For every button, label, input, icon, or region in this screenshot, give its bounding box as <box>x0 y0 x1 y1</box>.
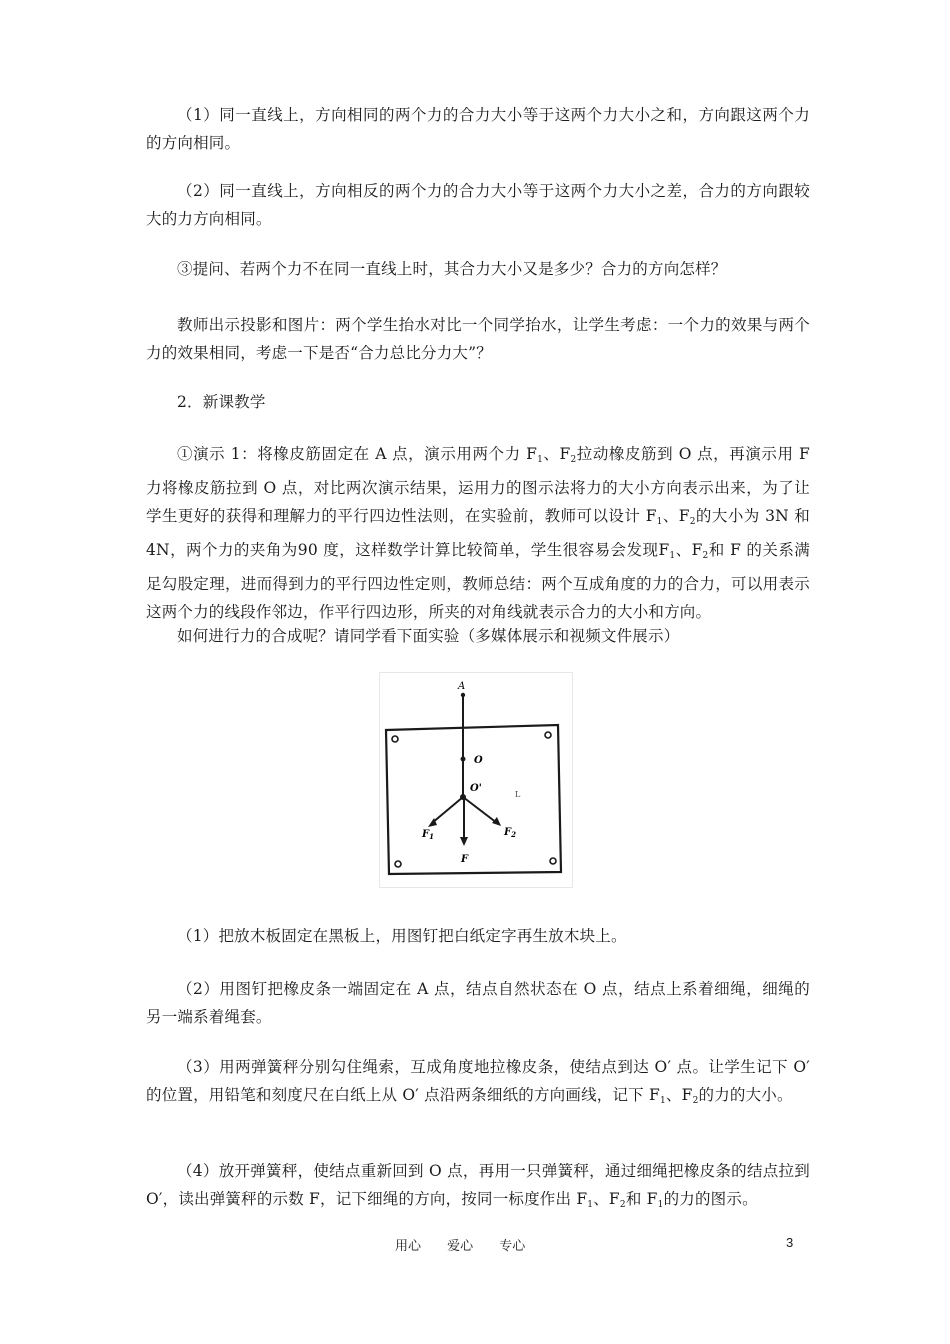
point-a <box>461 693 465 697</box>
label-o-prime: O' <box>470 783 482 794</box>
paragraph-same-direction: （1）同一直线上，方向相同的两个力的合力大小等于这两个力大小之和，方向跟这两个力的方向相同。 <box>146 106 810 152</box>
force-f-arrowhead <box>460 837 468 846</box>
pin-bottom-right <box>550 858 556 864</box>
force-composition-figure <box>379 672 573 888</box>
paragraph-demo-1: ①演示 1：将橡皮筋固定在 A 点，演示用两个力 $F_1$、$F_2$拉动橡皮筋到 O 点，再演示用 F 力将橡皮筋拉到 O 点，对比两次演示结果，运用力的图示法将力的大小方向表示出来，为了让学生更好的获得和理解力的平行四边性法则，在实验前，教师可以设计 $F_1$、$F_2$的大小为 3N 和 4N，两个力的夹角为90 度，这样数学计算比较简单，学生很容易会发现$F_1$、$F_2$和 F 的关系满足勾股定理，进而得到力的平行四边性定则，教师总结：两个互成角度的力的合力，可以用表示这两个力的线段作邻边，作平行四边形，所夹的对角线就表示合力的大小和方向。 <box>146 445 810 621</box>
paragraph-opposite-direction: （2）同一直线上，方向相反的两个力的合力大小等于这两个力大小之差，合力的方向跟较大的力方向相同。 <box>146 182 810 228</box>
label-f: F <box>461 854 469 865</box>
point-o <box>461 757 466 762</box>
paragraph-experiment-intro: 如何进行力的合成呢？请同学看下面实验（多媒体展示和视频文件展示） <box>177 627 680 645</box>
paragraph-teacher-shows: 教师出示投影和图片：两个学生抬水对比一个同学抬水，让学生考虑：一个力的效果与两个力的效果相同，考虑一下是否“合力总比分力大”？ <box>146 316 810 362</box>
paragraph-step-1: （1）把放木板固定在黑板上，用图钉把白纸定字再生放木块上。 <box>177 927 627 945</box>
force-f2-arrowhead <box>492 817 501 826</box>
label-o: O <box>474 755 483 766</box>
label-f1: $F_1$ <box>422 829 434 841</box>
label-a: A <box>458 681 466 692</box>
footer-motto: 用心 爱心 专心 <box>395 1239 526 1254</box>
section-heading-new-lesson: 2．新课教学 <box>177 393 266 411</box>
paragraph-step-4: （4）放开弹簧秤，使结点重新回到 O 点，再用一只弹簧秤，通过细绳把橡皮条的结点拉到 O′，读出弹簧秤的示数 F，记下细绳的方向，按同一标度作出 $F_1$、$F_2$和 $F_1$的力的图示。 <box>146 1162 810 1210</box>
paragraph-question: ③提问、若两个力不在同一直线上时，其合力大小又是多少？合力的方向怎样？ <box>177 260 727 278</box>
label-mark: L <box>515 790 521 799</box>
experiment-diagram <box>380 673 572 887</box>
paragraph-step-2: （2）用图钉把橡皮条一端固定在 A 点，结点自然状态在 O 点，结点上系着细绳，细绳的另一端系着绳套。 <box>146 980 810 1026</box>
paragraph-step-3: （3）用两弹簧秤分别勾住绳索，互成角度地拉橡皮条，使结点到达 O′ 点。让学生记下 O′ 的位置，用铅笔和刻度尺在白纸上从 O′ 点沿两条细纸的方向画线，记下 $F_1$、$F_2$的力的大小。 <box>146 1058 810 1106</box>
force-f1-arrow <box>432 797 463 823</box>
board-outline <box>386 725 561 874</box>
pin-bottom-left <box>395 861 401 867</box>
force-f2-arrow <box>463 797 497 823</box>
pin-top-right <box>545 732 551 738</box>
pin-top-left <box>392 736 398 742</box>
page-number: 3 <box>786 1235 794 1250</box>
label-f2: $F_2$ <box>504 827 516 839</box>
